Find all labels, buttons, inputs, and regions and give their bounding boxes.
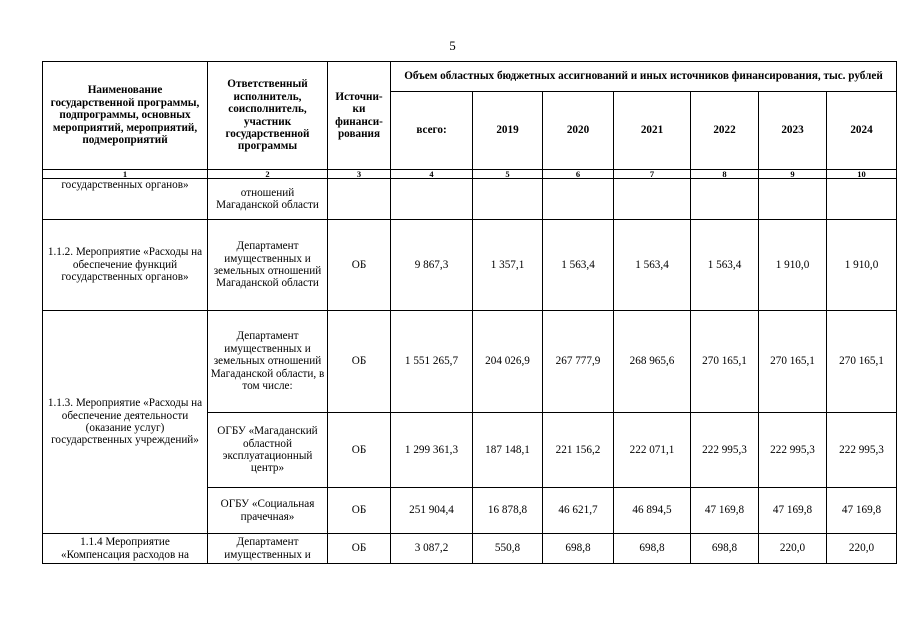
row-value: 47 169,8 xyxy=(759,488,827,534)
row-value xyxy=(543,179,614,220)
row-value xyxy=(391,179,473,220)
header-program-name: Наименование государственной программы, подпрограммы, основных мероприятий, мероприятий, подмероприятий xyxy=(43,62,208,170)
header-funding-group: Объем областных бюджетных ассигнований и иных источников финансирования, тыс. рублей xyxy=(391,62,897,92)
column-number: 1 xyxy=(43,170,208,179)
row-executor: ОГБУ «Магаданский областной эксплуатационный центр» xyxy=(208,413,328,488)
row-executor: Департамент имущественных и земельных отношений Магаданской области xyxy=(208,220,328,311)
column-number: 4 xyxy=(391,170,473,179)
row-value: 1 357,1 xyxy=(473,220,543,311)
row-value: 9 867,3 xyxy=(391,220,473,311)
column-number: 6 xyxy=(543,170,614,179)
row-value: 16 878,8 xyxy=(473,488,543,534)
row-value: 1 551 265,7 xyxy=(391,311,473,413)
row-name: 1.1.2. Мероприятие «Расходы на обеспечение функций государственных органов» xyxy=(43,220,208,311)
row-value: 222 995,3 xyxy=(827,413,897,488)
row-value: 222 071,1 xyxy=(614,413,691,488)
table-row xyxy=(43,179,897,220)
header-source: Источни-ки финанси-рования xyxy=(328,62,391,170)
header-year: 2021 xyxy=(614,92,691,170)
row-value: 1 563,4 xyxy=(691,220,759,311)
row-value xyxy=(691,179,759,220)
column-number: 3 xyxy=(328,170,391,179)
row-value xyxy=(759,179,827,220)
row-value xyxy=(614,179,691,220)
row-source: ОБ xyxy=(328,534,391,564)
header-year: 2024 xyxy=(827,92,897,170)
row-source: ОБ xyxy=(328,413,391,488)
row-value: 220,0 xyxy=(827,534,897,564)
row-value: 270 165,1 xyxy=(691,311,759,413)
row-value: 270 165,1 xyxy=(759,311,827,413)
row-value: 251 904,4 xyxy=(391,488,473,534)
row-value: 698,8 xyxy=(691,534,759,564)
row-value: 204 026,9 xyxy=(473,311,543,413)
row-executor: Департамент имущественных и xyxy=(208,534,328,564)
row-value xyxy=(827,179,897,220)
column-number-row xyxy=(43,170,897,179)
row-value: 1 563,4 xyxy=(543,220,614,311)
row-source: ОБ xyxy=(328,311,391,413)
row-value: 222 995,3 xyxy=(691,413,759,488)
column-number: 2 xyxy=(208,170,328,179)
column-number: 5 xyxy=(473,170,543,179)
row-value: 222 995,3 xyxy=(759,413,827,488)
header-year: 2019 xyxy=(473,92,543,170)
page-number: 5 xyxy=(449,38,456,53)
row-value: 1 910,0 xyxy=(759,220,827,311)
row-value: 46 894,5 xyxy=(614,488,691,534)
header-year: 2022 xyxy=(691,92,759,170)
row-name: государственных органов» xyxy=(43,179,208,220)
header-executor: Ответственный исполнитель, соисполнитель, участник государственной программы xyxy=(208,62,328,170)
header-total: всего: xyxy=(391,92,473,170)
column-number: 8 xyxy=(691,170,759,179)
row-source: ОБ xyxy=(328,488,391,534)
header-year: 2020 xyxy=(543,92,614,170)
row-executor: отношений Магаданской области xyxy=(208,179,328,220)
row-value: 221 156,2 xyxy=(543,413,614,488)
row-value: 550,8 xyxy=(473,534,543,564)
row-value: 47 169,8 xyxy=(827,488,897,534)
table-row xyxy=(43,311,897,413)
row-source: ОБ xyxy=(328,220,391,311)
budget-table xyxy=(42,61,897,564)
row-value: 698,8 xyxy=(614,534,691,564)
column-number: 7 xyxy=(614,170,691,179)
column-number: 10 xyxy=(827,170,897,179)
row-name: 1.1.3. Мероприятие «Расходы на обеспечение деятельности (оказание услуг) государственных учреждений» xyxy=(43,311,208,534)
row-value: 220,0 xyxy=(759,534,827,564)
row-executor: ОГБУ «Социальная прачечная» xyxy=(208,488,328,534)
row-value: 46 621,7 xyxy=(543,488,614,534)
row-value: 187 148,1 xyxy=(473,413,543,488)
row-value: 267 777,9 xyxy=(543,311,614,413)
column-number: 9 xyxy=(759,170,827,179)
row-value: 3 087,2 xyxy=(391,534,473,564)
row-value: 1 299 361,3 xyxy=(391,413,473,488)
header-year: 2023 xyxy=(759,92,827,170)
row-source xyxy=(328,179,391,220)
row-value: 47 169,8 xyxy=(691,488,759,534)
row-executor: Департамент имущественных и земельных отношений Магаданской области, в том числе: xyxy=(208,311,328,413)
row-value: 268 965,6 xyxy=(614,311,691,413)
row-value: 270 165,1 xyxy=(827,311,897,413)
row-value xyxy=(473,179,543,220)
row-value: 698,8 xyxy=(543,534,614,564)
row-name: 1.1.4 Мероприятие «Компенсация расходов на xyxy=(43,534,208,564)
table-row xyxy=(43,220,897,311)
row-value: 1 910,0 xyxy=(827,220,897,311)
table-row xyxy=(43,534,897,564)
row-value: 1 563,4 xyxy=(614,220,691,311)
